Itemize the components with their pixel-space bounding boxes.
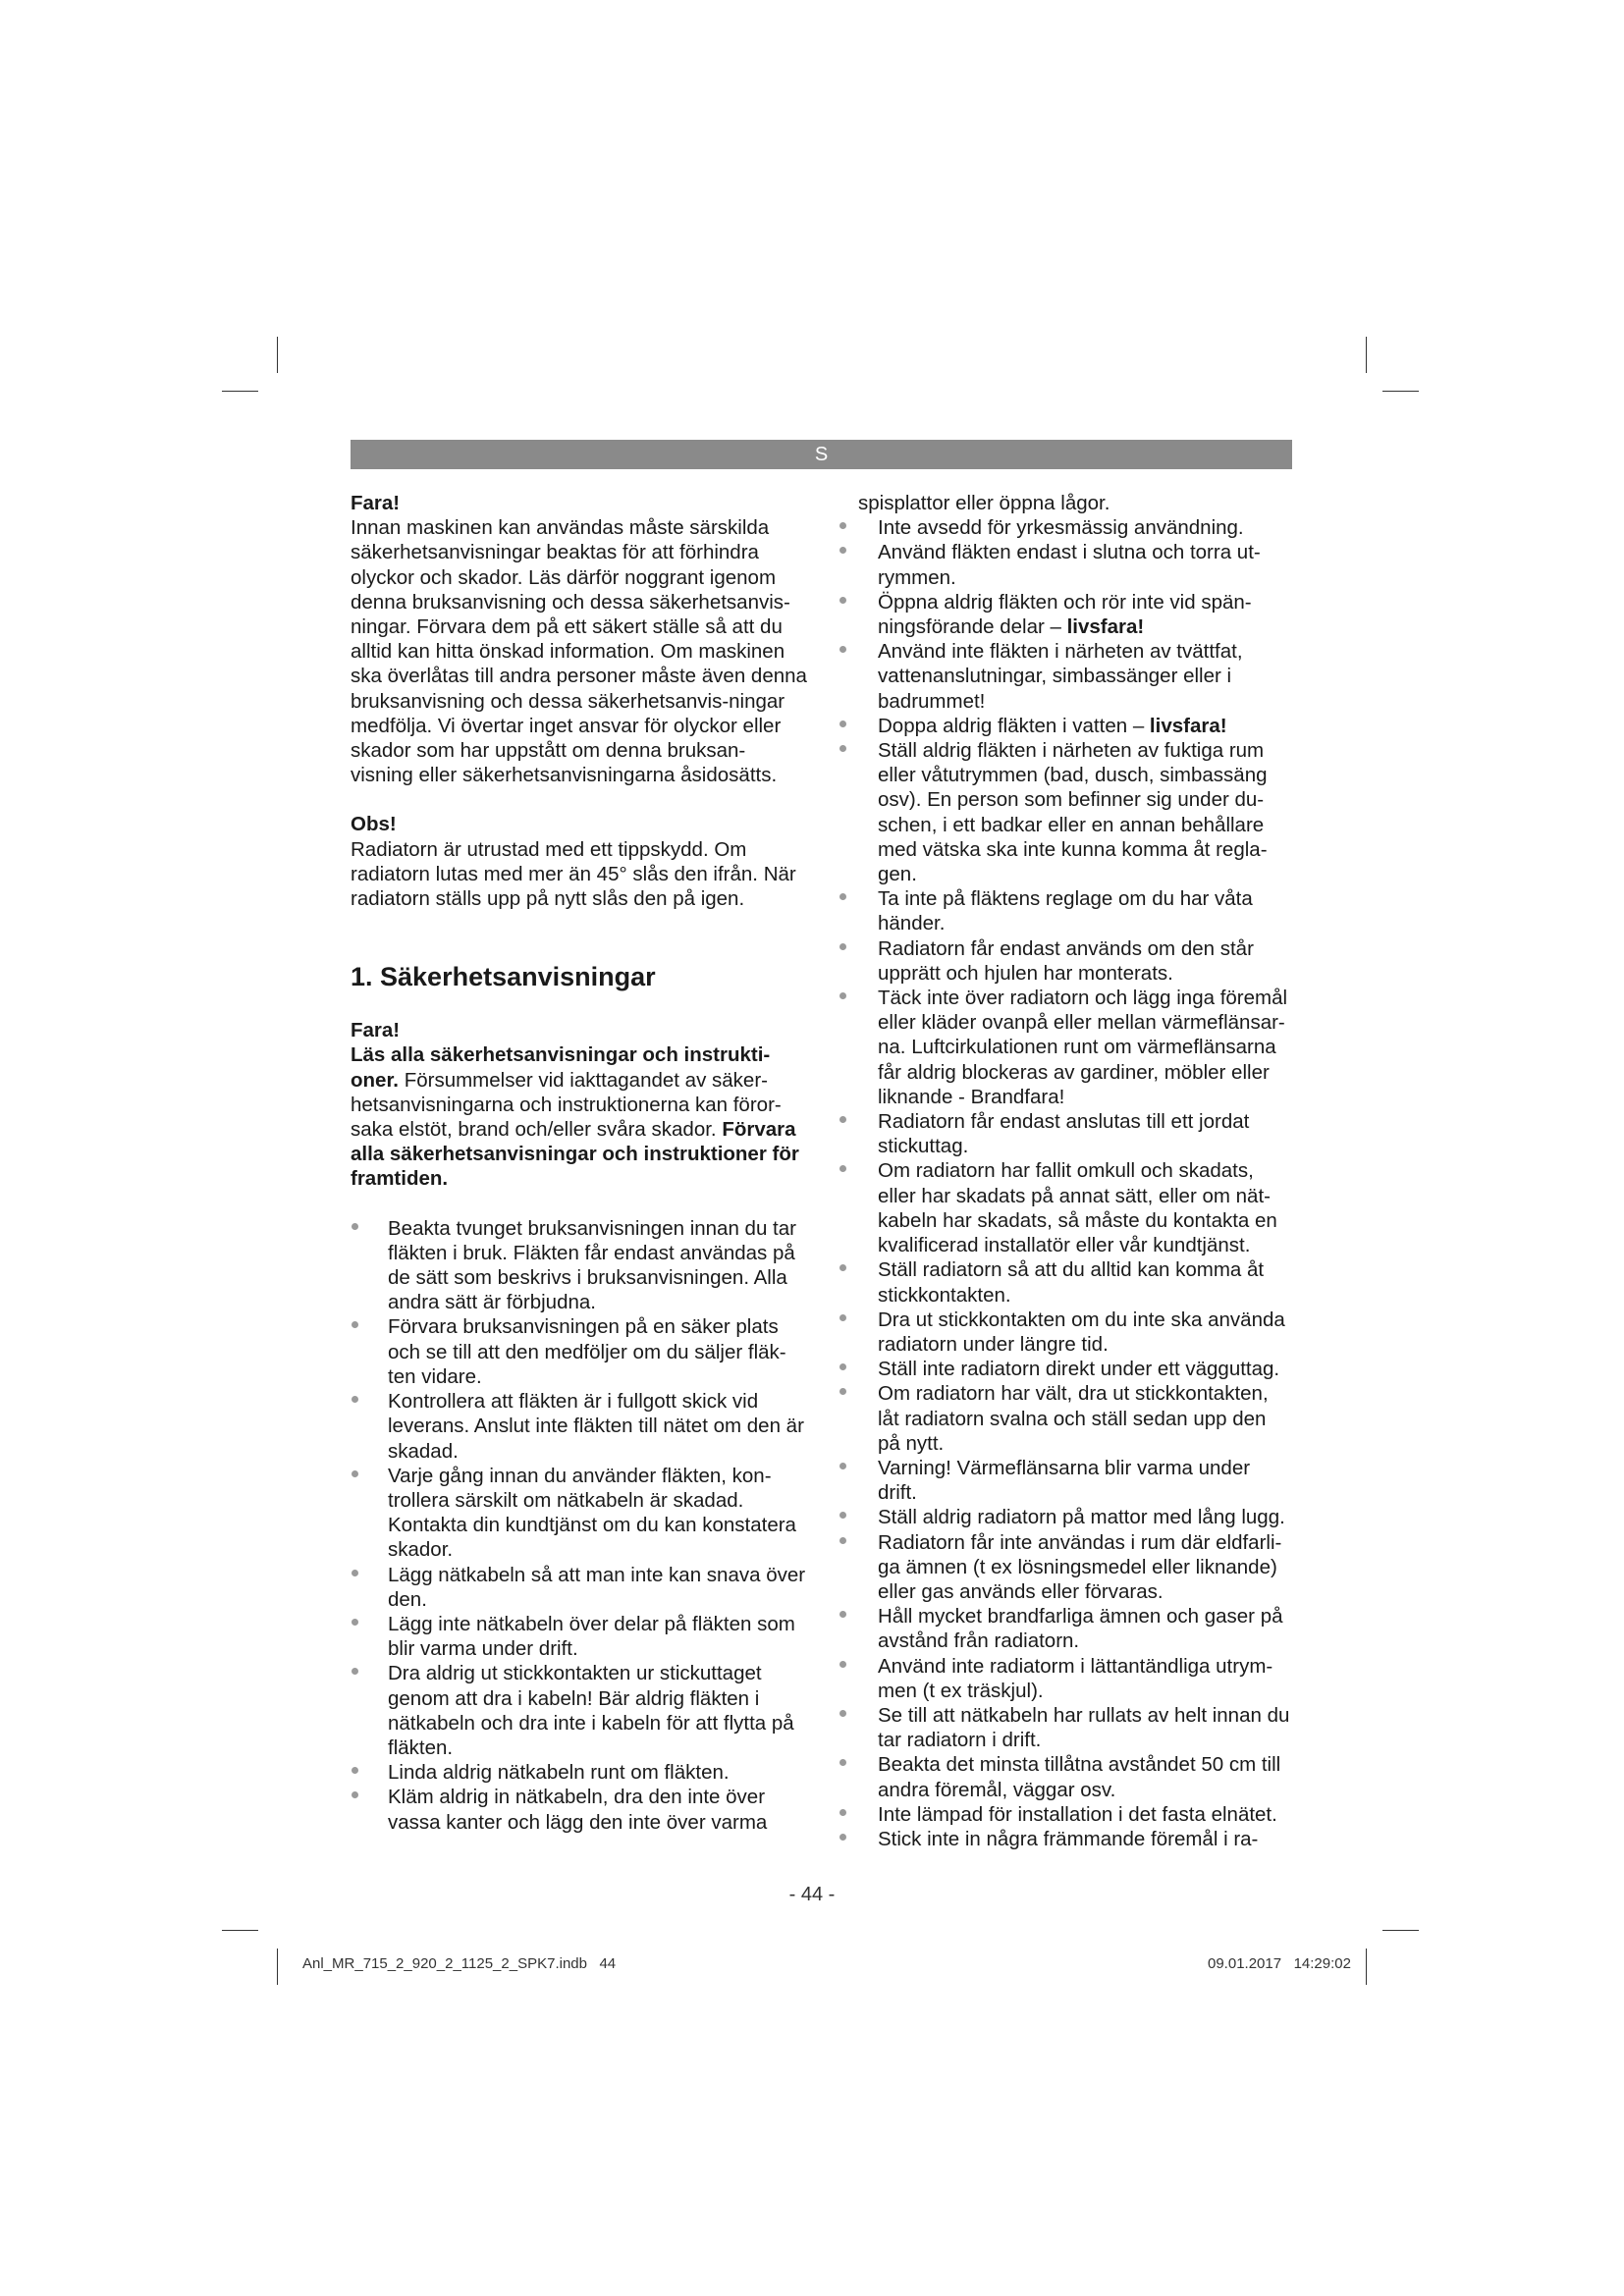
list-item: Om radiatorn har vält, dra ut stickkontakten, låt radiatorn svalna och ställ sedan upp den på nytt. <box>858 1381 1292 1456</box>
list-item: Varje gång innan du använder fläkten, kon-trollera särskilt om nätkabeln är skadad. Kontakta din kundtjänst om du kan konstatera skador. <box>351 1464 808 1563</box>
right-bullet-list <box>858 515 1292 1851</box>
note-text: Radiatorn är utrustad med ett tippskydd. Om radiatorn lutas med mer än 45° slås den ifrån. När radiatorn ställs upp på nytt slås den på igen. <box>351 837 796 911</box>
list-item: Håll mycket brandfarliga ämnen och gaser på avstånd från radiatorn. <box>858 1604 1292 1653</box>
list-item: Beakta det minsta tillåtna avståndet 50 cm till andra föremål, väggar osv. <box>858 1752 1292 1801</box>
list-item: Täck inte över radiatorn och lägg inga föremål eller kläder ovanpå eller mellan värmeflänsar-na. Luftcirkulationen runt om värmeflänsarna får aldrig blockeras av gardiner, möbler eller liknande - Brandfara! <box>858 986 1292 1109</box>
crop-mark <box>222 1930 258 1931</box>
list-item: Ställ aldrig fläkten i närheten av fuktiga rum eller våtutrymmen (bad, dusch, simbassäng osv). En person som befinner sig under du-schen, i ett badkar eller en annan behållare med vätska ska inte kunna komma åt regla-gen. <box>858 738 1292 886</box>
danger-intro-text: Innan maskinen kan användas måste särskilda säkerhetsanvisningar beaktas för att förhindra olyckor och skador. Läs därför noggrant igenom denna bruksanvisning och dessa säkerhetsanvis-ningar. Förvara dem på ett säkert ställe så att du alltid kan hitta önskad information. Om maskinen ska överlåtas till andra personer måste även denna bruksanvisning och dessa säkerhetsanvis-ningar medfölja. Vi övertar inget ansvar för olyckor eller skador som har uppstått om denna bruksan-visning eller säkerhetsanvisningarna åsidosätts. <box>351 516 807 787</box>
danger-text: Försummelser vid iakttagandet av säker-hetsanvisningarna och instruktionerna kan föror-saka elstöt, brand och/eller svåra skador. <box>351 1068 782 1142</box>
list-item: Inte avsedd för yrkesmässig användning. <box>858 515 1292 540</box>
list-item: Använd fläkten endast i slutna och torra ut-rymmen. <box>858 540 1292 589</box>
crop-mark <box>277 1949 278 1985</box>
continuation-text: spisplattor eller öppna lågor. <box>858 492 1110 514</box>
list-item: Radiatorn får endast anslutas till ett jordat stickuttag. <box>858 1109 1292 1158</box>
list-item: Ställ radiatorn så att du alltid kan komma åt stickkontakten. <box>858 1257 1292 1307</box>
section-title: 1. Säkerhetsanvisningar <box>351 962 656 992</box>
note-heading: Obs! <box>351 813 397 836</box>
list-item: Använd inte fläkten i närheten av tvättfat, vattenanslutningar, simbassänger eller i badrummet! <box>858 639 1292 714</box>
crop-mark <box>1366 1949 1367 1985</box>
footer-timestamp: 09.01.2017 14:29:02 <box>1208 1955 1351 1972</box>
list-item: Lägg nätkabeln så att man inte kan snava över den. <box>351 1563 808 1612</box>
list-item: Kläm aldrig in nätkabeln, dra den inte över vassa kanter och lägg den inte över varma <box>351 1785 808 1834</box>
list-item: Radiatorn får endast används om den står upprätt och hjulen har monterats. <box>858 936 1292 986</box>
danger-bold-2: Förvara alla säkerhetsanvisningar och instruktioner för framtiden. <box>351 1118 799 1191</box>
crop-mark <box>222 391 258 392</box>
list-item: Radiatorn får inte användas i rum där eldfarli-ga ämnen (t ex lösningsmedel eller liknande) eller gas används eller förvaras. <box>858 1530 1292 1605</box>
list-item: Linda aldrig nätkabeln runt om fläkten. <box>351 1760 808 1785</box>
list-item: Förvara bruksanvisningen på en säker plats och se till att den medföljer om du säljer fläk-ten vidare. <box>351 1314 808 1389</box>
list-item: Se till att nätkabeln har rullats av helt innan du tar radiatorn i drift. <box>858 1703 1292 1752</box>
list-item: Ställ aldrig radiatorn på mattor med lång lugg. <box>858 1505 1292 1529</box>
danger-heading-2: Fara! <box>351 1019 401 1042</box>
footer-file-name: Anl_MR_715_2_920_2_1125_2_SPK7.indb 44 <box>302 1955 617 1972</box>
crop-mark <box>1382 1930 1419 1931</box>
list-item: Varning! Värmeflänsarna blir varma under drift. <box>858 1456 1292 1505</box>
list-item: Stick inte in några främmande föremål i ra- <box>858 1827 1292 1851</box>
list-item: Öppna aldrig fläkten och rör inte vid spän-ningsförande delar – livsfara! <box>858 590 1292 639</box>
list-item: Dra aldrig ut stickkontakten ur stickuttaget genom att dra i kabeln! Bär aldrig fläkten i nätkabeln och dra inte i kabeln för att flytta på fläkten. <box>351 1661 808 1760</box>
list-item: Om radiatorn har fallit omkull och skadats, eller har skadats på annat sätt, eller om nät-kabeln har skadats, så måste du kontakta en kvalificerad installatör eller vår kundtjänst. <box>858 1158 1292 1257</box>
language-label: S <box>814 444 829 465</box>
list-item: Kontrollera att fläkten är i fullgott skick vid leverans. Anslut inte fläkten till nätet om den är skadad. <box>351 1389 808 1464</box>
danger-bold-1: Läs alla säkerhetsanvisningar och instrukti-oner. <box>351 1043 771 1092</box>
list-item: Ställ inte radiatorn direkt under ett vägguttag. <box>858 1357 1292 1381</box>
list-item: Ta inte på fläktens reglage om du har våta händer. <box>858 886 1292 935</box>
list-item: Beakta tvunget bruksanvisningen innan du tar fläkten i bruk. Fläkten får endast användas på de sätt som beskrivs i bruksanvisningen. Alla andra sätt är förbjudna. <box>351 1216 808 1315</box>
danger-instructions <box>351 1042 808 1191</box>
language-header-bar <box>351 440 1292 469</box>
list-item: Inte lämpad för installation i det fasta elnätet. <box>858 1802 1292 1827</box>
list-item: Använd inte radiatorm i lättantändliga utrym-men (t ex träskjul). <box>858 1654 1292 1703</box>
crop-mark <box>277 337 278 373</box>
page-number: - 44 - <box>788 1884 836 1905</box>
right-column <box>858 491 1292 1851</box>
list-item: Doppa aldrig fläkten i vatten – livsfara! <box>858 714 1292 738</box>
crop-mark <box>1366 337 1367 373</box>
crop-mark <box>1382 391 1419 392</box>
list-item: Lägg inte nätkabeln över delar på fläkten som blir varma under drift. <box>351 1612 808 1661</box>
danger-heading: Fara! <box>351 492 401 514</box>
list-item: Dra ut stickkontakten om du inte ska använda radiatorn under längre tid. <box>858 1308 1292 1357</box>
left-bullet-list <box>351 1216 808 1835</box>
left-column <box>351 491 808 1835</box>
